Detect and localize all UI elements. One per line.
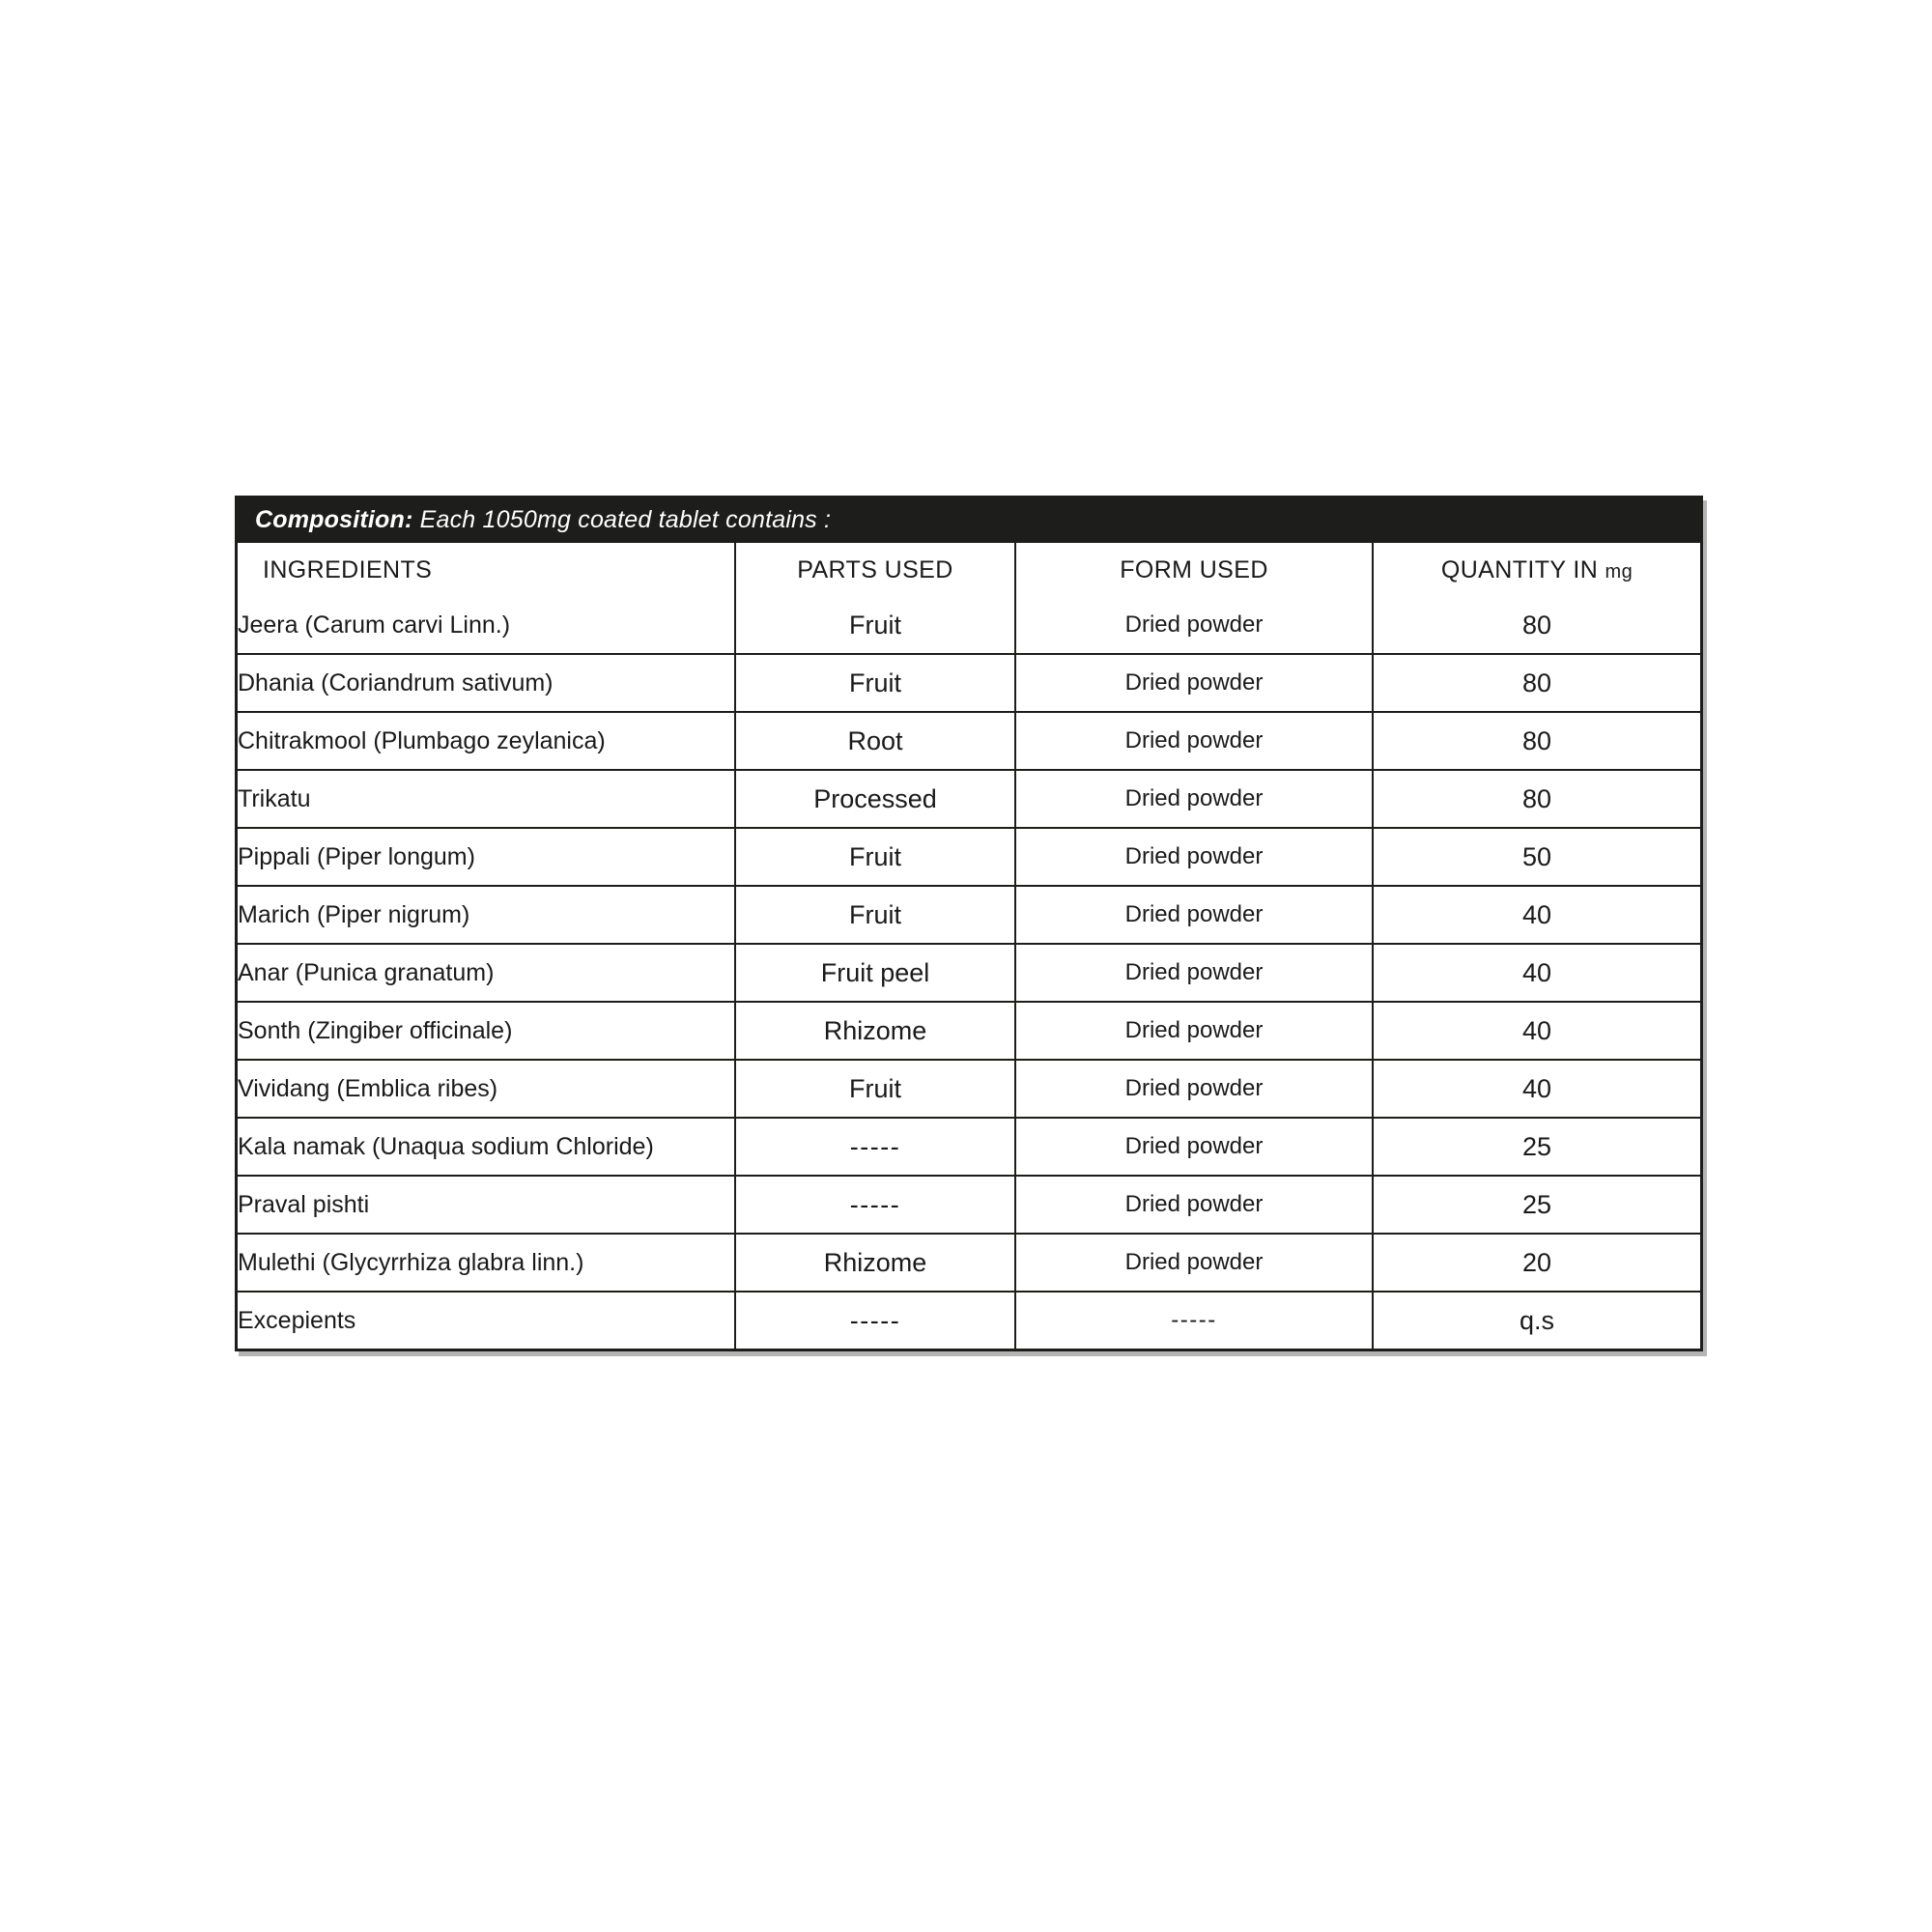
table-row: [238, 712, 1700, 770]
cell-form-used: Dried powder: [1015, 1060, 1373, 1118]
cell-form-used: Dried powder: [1015, 1002, 1373, 1060]
cell-parts-used: -----: [735, 1176, 1015, 1234]
table-row: [238, 1060, 1700, 1118]
table-header-row: [238, 543, 1700, 597]
cell-parts-used: Fruit: [735, 597, 1015, 654]
column-header-quantity: [1373, 543, 1700, 597]
composition-header-label: Composition:: [255, 506, 413, 533]
column-header-parts-used: PARTS USED: [735, 543, 1015, 597]
table-row: [238, 1118, 1700, 1176]
composition-header-detail: Each 1050mg coated tablet contains :: [412, 506, 832, 533]
composition-panel: [235, 496, 1703, 1351]
table-row: [238, 770, 1700, 828]
cell-quantity: 80: [1373, 770, 1700, 828]
cell-form-used: -----: [1015, 1292, 1373, 1349]
cell-ingredient: Kala namak (Unaqua sodium Chloride): [238, 1118, 735, 1176]
table-row: [238, 597, 1700, 654]
cell-form-used: Dried powder: [1015, 828, 1373, 886]
cell-parts-used: Fruit peel: [735, 944, 1015, 1002]
cell-quantity: 50: [1373, 828, 1700, 886]
cell-ingredient: Anar (Punica granatum): [238, 944, 735, 1002]
cell-form-used: Dried powder: [1015, 654, 1373, 712]
table-row: [238, 944, 1700, 1002]
cell-parts-used: Fruit: [735, 886, 1015, 944]
cell-quantity: 40: [1373, 1060, 1700, 1118]
table-row: [238, 1234, 1700, 1292]
cell-parts-used: Fruit: [735, 828, 1015, 886]
cell-ingredient: Dhania (Coriandrum sativum): [238, 654, 735, 712]
column-header-ingredients: INGREDIENTS: [238, 543, 735, 597]
cell-ingredient: Chitrakmool (Plumbago zeylanica): [238, 712, 735, 770]
cell-ingredient: Marich (Piper nigrum): [238, 886, 735, 944]
cell-quantity: 80: [1373, 654, 1700, 712]
cell-ingredient: Jeera (Carum carvi Linn.): [238, 597, 735, 654]
cell-form-used: Dried powder: [1015, 1234, 1373, 1292]
table-row: [238, 654, 1700, 712]
cell-parts-used: Root: [735, 712, 1015, 770]
cell-ingredient: Trikatu: [238, 770, 735, 828]
cell-ingredient: Mulethi (Glycyrrhiza glabra linn.): [238, 1234, 735, 1292]
column-header-quantity-label: QUANTITY IN: [1440, 555, 1605, 583]
cell-quantity: 40: [1373, 1002, 1700, 1060]
cell-parts-used: -----: [735, 1118, 1015, 1176]
table-body: [238, 597, 1700, 1349]
composition-table: [238, 543, 1700, 1349]
cell-form-used: Dried powder: [1015, 1118, 1373, 1176]
cell-parts-used: Fruit: [735, 1060, 1015, 1118]
cell-form-used: Dried powder: [1015, 944, 1373, 1002]
cell-parts-used: -----: [735, 1292, 1015, 1349]
cell-parts-used: Rhizome: [735, 1234, 1015, 1292]
cell-ingredient: Excepients: [238, 1292, 735, 1349]
column-header-form-used: FORM USED: [1015, 543, 1373, 597]
cell-quantity: 40: [1373, 944, 1700, 1002]
cell-form-used: Dried powder: [1015, 1176, 1373, 1234]
table-row: [238, 886, 1700, 944]
cell-ingredient: Vividang (Emblica ribes): [238, 1060, 735, 1118]
cell-form-used: Dried powder: [1015, 712, 1373, 770]
table-row: [238, 828, 1700, 886]
table-row: [238, 1292, 1700, 1349]
cell-parts-used: Rhizome: [735, 1002, 1015, 1060]
cell-ingredient: Pippali (Piper longum): [238, 828, 735, 886]
cell-form-used: Dried powder: [1015, 886, 1373, 944]
cell-ingredient: Sonth (Zingiber officinale): [238, 1002, 735, 1060]
cell-quantity: 25: [1373, 1176, 1700, 1234]
cell-quantity: 80: [1373, 597, 1700, 654]
cell-form-used: Dried powder: [1015, 597, 1373, 654]
cell-parts-used: Processed: [735, 770, 1015, 828]
table-row: [238, 1002, 1700, 1060]
cell-ingredient: Praval pishti: [238, 1176, 735, 1234]
cell-form-used: Dried powder: [1015, 770, 1373, 828]
cell-quantity: 20: [1373, 1234, 1700, 1292]
cell-quantity: 80: [1373, 712, 1700, 770]
column-header-quantity-unit: mg: [1605, 560, 1634, 582]
table-row: [238, 1176, 1700, 1234]
cell-quantity: 40: [1373, 886, 1700, 944]
cell-quantity: q.s: [1519, 1305, 1555, 1335]
cell-parts-used: Fruit: [735, 654, 1015, 712]
composition-header: [238, 498, 1700, 543]
cell-quantity: 25: [1373, 1118, 1700, 1176]
